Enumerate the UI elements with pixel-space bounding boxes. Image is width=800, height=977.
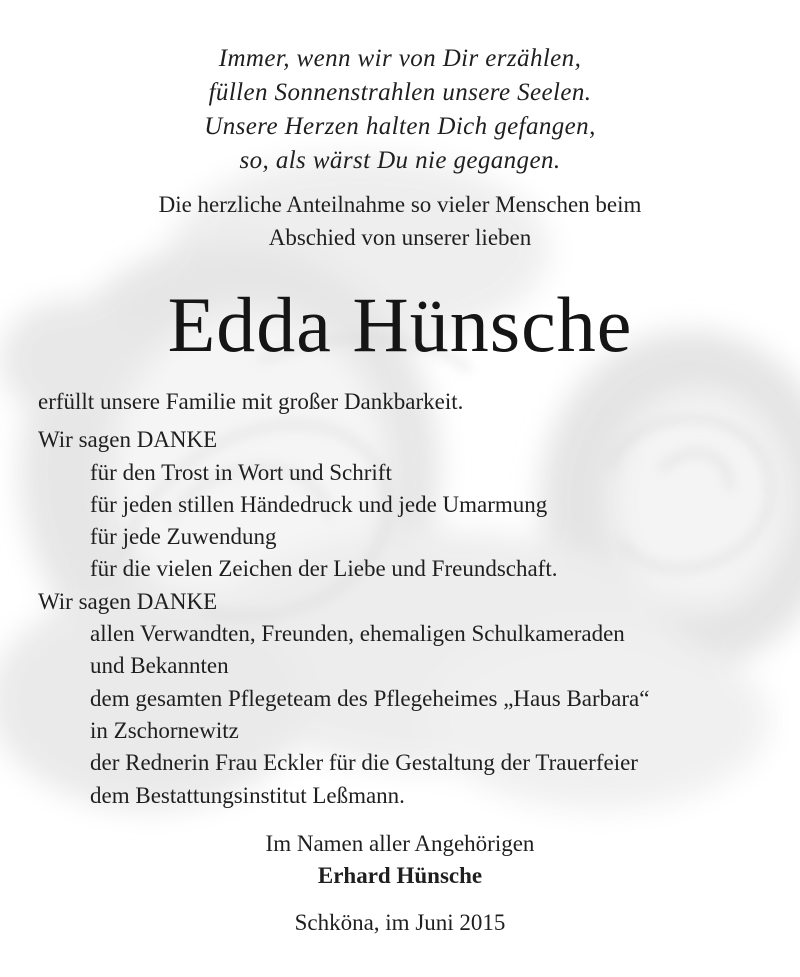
signer-name: Erhard Hünsche	[317, 863, 483, 888]
thanks-heading: Wir sagen DANKE	[38, 588, 218, 614]
thanks-item: für jede Zuwendung	[90, 524, 277, 550]
gratitude-line: erfüllt unsere Familie mit großer Dankbarkeit.	[38, 389, 464, 414]
thanks-item: für den Trost in Wort und Schrift	[90, 459, 392, 485]
thanks-item: der Rednerin Frau Eckler für die Gestaltung der Trauerfeier	[90, 750, 638, 776]
thanks-body	[38, 386, 778, 812]
place-and-date: Schköna, im Juni 2015	[294, 910, 506, 935]
thanks-item: dem gesamten Pflegeteam des Pflegeheimes „Haus Barbara“	[90, 685, 650, 711]
closing-signature	[0, 828, 800, 892]
thanks-item: in Zschornewitz	[90, 717, 239, 743]
thanks-item: für jeden stillen Händedruck und jede Umarmung	[90, 491, 548, 517]
memorial-poem	[0, 42, 800, 178]
thanks-item: für die vielen Zeichen der Liebe und Freundschaft.	[90, 556, 558, 582]
thanks-heading: Wir sagen DANKE	[38, 427, 218, 453]
thanks-item: allen Verwandten, Freunden, ehemaligen Schulkameraden	[90, 621, 625, 647]
intro-text	[0, 188, 800, 254]
poem-line: Immer, wenn wir von Dir erzählen,	[218, 45, 582, 72]
intro-line: Abschied von unserer lieben	[268, 225, 532, 250]
thanks-item: dem Bestattungsinstitut Leßmann.	[90, 782, 405, 808]
poem-line: füllen Sonnenstrahlen unsere Seelen.	[208, 79, 592, 106]
poem-line: so, als wärst Du nie gegangen.	[239, 147, 561, 174]
intro-line: Die herzliche Anteilnahme so vieler Menschen beim	[158, 192, 642, 217]
deceased-name: Edda Hünsche	[167, 281, 633, 368]
thanks-item: und Bekannten	[90, 653, 229, 679]
on-behalf-line: Im Namen aller Angehörigen	[265, 831, 535, 856]
poem-line: Unsere Herzen halten Dich gefangen,	[204, 113, 596, 140]
